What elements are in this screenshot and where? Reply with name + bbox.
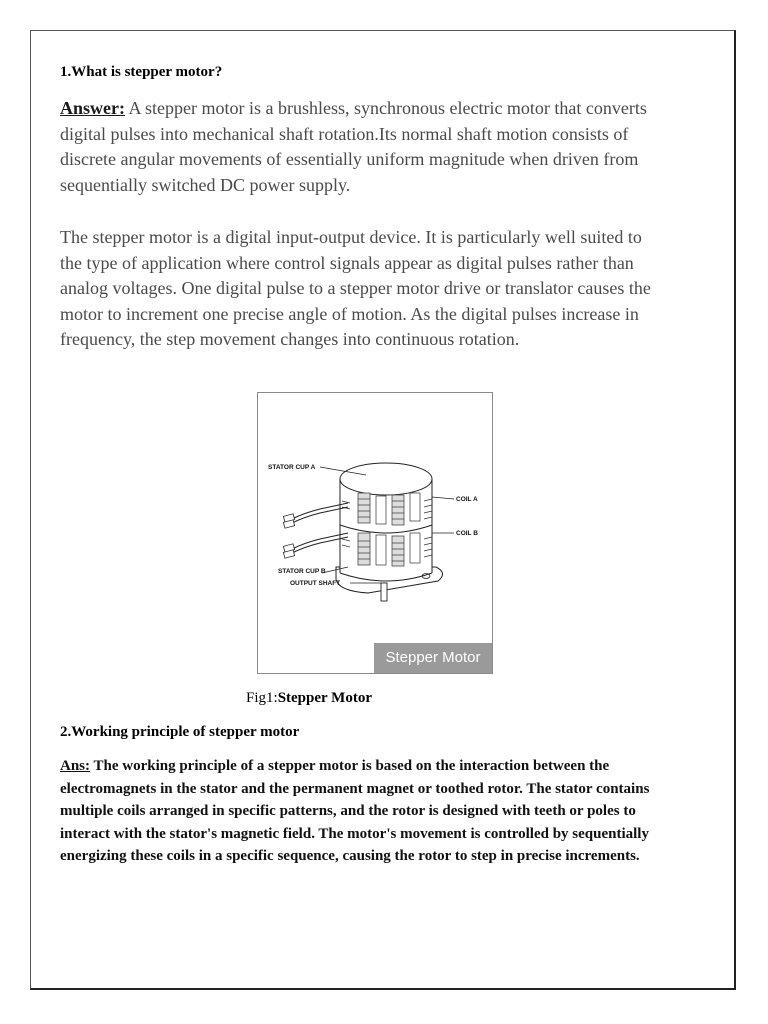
answer-2-text: The working principle of a stepper motor is based on the interaction between the electromagnets in the stator and the permanent magnet or toothed rotor. The stator contains multiple coils arranged in specific patterns, and the rotor is designed with teeth or poles to interact with the stator's magnetic field. The motor's movement is controlled by sequentially energizing these coils in a specific sequence, causing the rotor to step in precise increments. <box>60 758 650 864</box>
question-2-title: 2.Working principle of stepper motor <box>60 724 300 740</box>
label-output-shaft: OUTPUT SHAFT <box>290 580 341 587</box>
answer-1 <box>60 96 660 198</box>
figure-caption-title: Stepper Motor <box>277 690 372 706</box>
stepper-motor-figure <box>257 392 493 674</box>
label-stator-cup-a: STATOR CUP A <box>268 464 316 471</box>
label-coil-b: COIL B <box>456 530 478 537</box>
question-1-title: 1.What is stepper motor? <box>60 64 223 80</box>
label-stator-cup-b: STATOR CUP B <box>278 568 326 575</box>
answer-1-label: Answer: <box>60 98 125 118</box>
stepper-motor-diagram <box>258 393 493 674</box>
answer-2 <box>60 755 660 868</box>
figure-caption <box>246 690 372 707</box>
answer-1-paragraph-2: The stepper motor is a digital input-output device. It is particularly well suited to the type of application where control signals appear as digital pulses rather than analog voltages. One digital pulse to a stepper motor drive or translator causes the motor to increment one precise angle of motion. As the digital pulses increase in frequency, the step movement changes into continuous rotation. <box>60 227 651 349</box>
figure-caption-prefix: Fig1: <box>246 690 278 706</box>
answer-1-text: A stepper motor is a brushless, synchronous electric motor that converts digital pulses into mechanical shaft rotation.Its normal shaft motion consists of discrete angular movements of essentially uniform magnitude when driven from sequentially switched DC power supply. <box>60 98 647 195</box>
answer-2-label: Ans: <box>60 758 91 774</box>
figure-badge: Stepper Motor <box>374 643 492 673</box>
label-coil-a: COIL A <box>456 496 478 503</box>
